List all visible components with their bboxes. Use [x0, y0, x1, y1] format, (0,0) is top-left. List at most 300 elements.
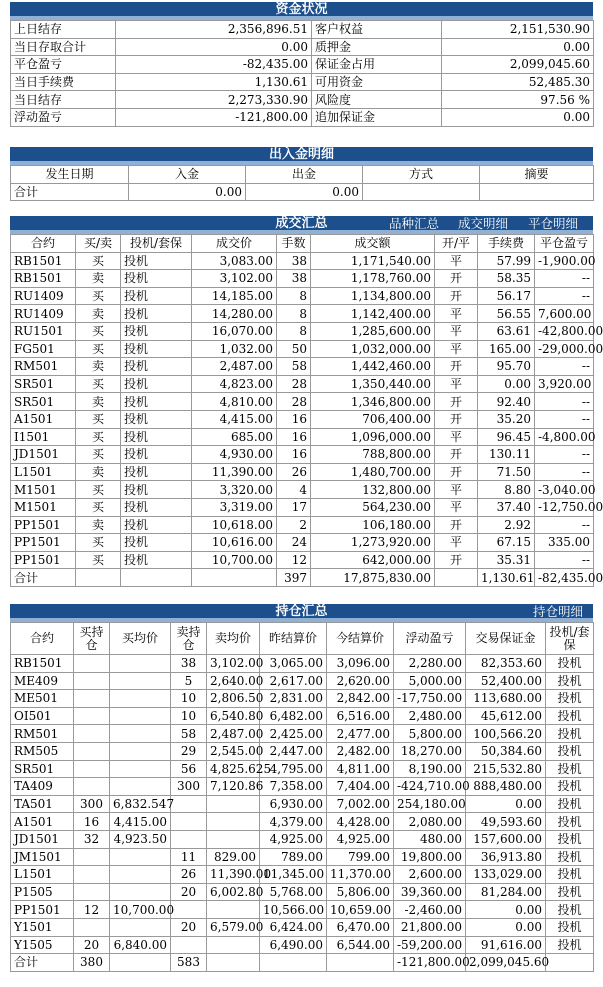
- table-row: [11, 516, 594, 534]
- table-cell: 4,825.625: [207, 760, 260, 778]
- fund-label: 当日手续费: [11, 73, 116, 91]
- table-cell: 335.00: [535, 534, 594, 552]
- table-cell: 10,566.00: [260, 901, 327, 919]
- column-header: 投机/套保: [121, 235, 192, 253]
- table-cell: 开: [435, 287, 478, 305]
- fund-value: 2,151,530.90: [442, 21, 594, 39]
- io-header-row: [11, 166, 594, 184]
- fund-label: 质押金: [312, 38, 442, 56]
- table-row: [11, 446, 594, 464]
- total-cell: 2,099,045.60: [466, 954, 546, 972]
- table-cell: 7,120.86: [207, 778, 260, 796]
- fund-value: 0.00: [442, 108, 594, 126]
- table-cell: 50,384.60: [466, 742, 546, 760]
- column-header: 投机/套保: [546, 623, 594, 655]
- table-cell: 106,180.00: [311, 516, 435, 534]
- table-cell: 3,083.00: [192, 252, 277, 270]
- table-cell: 32: [74, 830, 110, 848]
- table-cell: 投机: [121, 410, 192, 428]
- table-cell: 开: [435, 463, 478, 481]
- table-cell: 投机: [121, 393, 192, 411]
- column-header: 手数: [277, 235, 311, 253]
- table-cell: 开: [435, 393, 478, 411]
- table-cell: 投机: [546, 725, 594, 743]
- table-cell: 投机: [546, 901, 594, 919]
- table-cell: 5,800.00: [394, 725, 466, 743]
- table-cell: 投机: [546, 707, 594, 725]
- fund-status-section: [10, 2, 593, 127]
- fund-value: 2,273,330.90: [116, 91, 312, 109]
- table-cell: [110, 848, 171, 866]
- table-cell: 19,800.00: [394, 848, 466, 866]
- table-cell: RM501: [11, 358, 76, 376]
- table-cell: 买: [76, 534, 121, 552]
- table-cell: 0.00: [466, 918, 546, 936]
- column-header: 卖均价: [207, 623, 260, 655]
- table-cell: [171, 795, 207, 813]
- table-cell: 16: [277, 446, 311, 464]
- table-cell: 2,545.00: [207, 742, 260, 760]
- table-cell: 2,842.00: [327, 690, 394, 708]
- table-cell: 29: [171, 742, 207, 760]
- table-cell: 6,470.00: [327, 918, 394, 936]
- table-cell: 6,490.00: [260, 936, 327, 954]
- table-cell: Y1501: [11, 918, 74, 936]
- table-cell: SR501: [11, 375, 76, 393]
- table-cell: L1501: [11, 463, 76, 481]
- table-cell: 6,482.00: [260, 707, 327, 725]
- table-cell: JD1501: [11, 830, 74, 848]
- table-cell: 1,350,440.00: [311, 375, 435, 393]
- table-cell: [207, 830, 260, 848]
- table-cell: 788,800.00: [311, 446, 435, 464]
- table-cell: 56.55: [478, 305, 535, 323]
- table-cell: 投机: [546, 866, 594, 884]
- fund-value: 0.00: [442, 38, 594, 56]
- table-cell: 平: [435, 428, 478, 446]
- table-cell: 829.00: [207, 848, 260, 866]
- table-cell: 8: [277, 322, 311, 340]
- table-cell: 63.61: [478, 322, 535, 340]
- table-cell: 564,230.00: [311, 498, 435, 516]
- table-cell: [207, 936, 260, 954]
- fund-label: 上日结存: [11, 21, 116, 39]
- total-cell: 1,130.61: [478, 569, 535, 587]
- table-cell: 4,811.00: [327, 760, 394, 778]
- table-cell: 3,319.00: [192, 498, 277, 516]
- io-total-cell: [480, 183, 594, 201]
- fund-label: 保证金占用: [312, 56, 442, 74]
- table-cell: 11,370.00: [327, 866, 394, 884]
- total-cell: [121, 569, 192, 587]
- table-cell: 71.50: [478, 463, 535, 481]
- fund-label: 追加保证金: [312, 108, 442, 126]
- table-cell: 4,925.00: [260, 830, 327, 848]
- table-cell: 157,600.00: [466, 830, 546, 848]
- table-cell: 0.00: [466, 901, 546, 919]
- table-cell: 21,800.00: [394, 918, 466, 936]
- table-cell: 买: [76, 340, 121, 358]
- table-cell: 买: [76, 498, 121, 516]
- fund-row: [11, 108, 594, 126]
- table-cell: 96.45: [478, 428, 535, 446]
- table-cell: -12,750.00: [535, 498, 594, 516]
- table-cell: PP1501: [11, 516, 76, 534]
- table-cell: RB1501: [11, 655, 74, 673]
- total-cell: 合计: [11, 569, 76, 587]
- table-cell: -2,460.00: [394, 901, 466, 919]
- table-cell: 投机: [121, 270, 192, 288]
- table-cell: 7,358.00: [260, 778, 327, 796]
- table-cell: [74, 655, 110, 673]
- table-cell: 6,002.80: [207, 883, 260, 901]
- io-total-cell: [363, 183, 480, 201]
- table-cell: [171, 830, 207, 848]
- table-cell: 投机: [121, 428, 192, 446]
- table-cell: 67.15: [478, 534, 535, 552]
- trade-table: [10, 234, 603, 587]
- table-cell: 卖: [76, 305, 121, 323]
- table-cell: TA501: [11, 795, 74, 813]
- io-total-cell: 合计: [11, 183, 129, 201]
- table-cell: 开: [435, 358, 478, 376]
- table-cell: 平: [435, 481, 478, 499]
- table-cell: [110, 866, 171, 884]
- table-cell: --: [535, 410, 594, 428]
- table-cell: 投机: [546, 655, 594, 673]
- column-header: 合约: [11, 623, 74, 655]
- table-cell: 投机: [121, 287, 192, 305]
- table-cell: 4,823.00: [192, 375, 277, 393]
- table-row: [11, 901, 594, 919]
- table-cell: 投机: [546, 795, 594, 813]
- table-cell: 2,480.00: [394, 707, 466, 725]
- table-cell: 投机: [121, 252, 192, 270]
- table-cell: 4: [277, 481, 311, 499]
- table-cell: 10,700.00: [192, 551, 277, 569]
- table-cell: 2.92: [478, 516, 535, 534]
- table-cell: 投机: [546, 918, 594, 936]
- fund-label: 客户权益: [312, 21, 442, 39]
- fund-value: 2,356,896.51: [116, 21, 312, 39]
- table-cell: 平: [435, 305, 478, 323]
- fund-row: [11, 56, 594, 74]
- position-header-row: [11, 623, 594, 655]
- table-cell: 买: [76, 410, 121, 428]
- table-cell: 1,442,460.00: [311, 358, 435, 376]
- table-cell: --: [535, 393, 594, 411]
- table-cell: 2,640.00: [207, 672, 260, 690]
- table-cell: 58: [171, 725, 207, 743]
- table-cell: 6,544.00: [327, 936, 394, 954]
- column-header: 交易保证金: [466, 623, 546, 655]
- fund-row: [11, 73, 594, 91]
- table-cell: 5,806.00: [327, 883, 394, 901]
- column-header: 发生日期: [11, 166, 129, 184]
- table-cell: RB1501: [11, 252, 76, 270]
- fund-label: 风险度: [312, 91, 442, 109]
- table-cell: 300: [171, 778, 207, 796]
- table-cell: 买: [76, 481, 121, 499]
- table-cell: 卖: [76, 270, 121, 288]
- total-cell: [546, 954, 594, 972]
- table-cell: PP1501: [11, 551, 76, 569]
- fund-value: 1,130.61: [116, 73, 312, 91]
- table-cell: 6,832.547: [110, 795, 171, 813]
- table-cell: 133,029.00: [466, 866, 546, 884]
- table-cell: 39,360.00: [394, 883, 466, 901]
- table-cell: 4,810.00: [192, 393, 277, 411]
- table-cell: 投机: [121, 481, 192, 499]
- table-cell: 10,618.00: [192, 516, 277, 534]
- table-cell: [74, 742, 110, 760]
- table-cell: --: [535, 551, 594, 569]
- total-cell: 合计: [11, 954, 74, 972]
- table-row: [11, 358, 594, 376]
- fund-label: 当日结存: [11, 91, 116, 109]
- fund-value: -121,800.00: [116, 108, 312, 126]
- io-section: [10, 147, 593, 201]
- column-header: 买均价: [110, 623, 171, 655]
- table-cell: 4,923.50: [110, 830, 171, 848]
- column-header: 手续费: [478, 235, 535, 253]
- table-cell: 2,600.00: [394, 866, 466, 884]
- total-cell: [207, 954, 260, 972]
- table-cell: 4,415.00: [192, 410, 277, 428]
- table-cell: 2,482.00: [327, 742, 394, 760]
- table-cell: RM501: [11, 725, 74, 743]
- table-cell: 投机: [121, 516, 192, 534]
- table-row: [11, 760, 594, 778]
- table-cell: [171, 901, 207, 919]
- table-row: [11, 778, 594, 796]
- table-cell: 6,840.00: [110, 936, 171, 954]
- table-cell: 平: [435, 252, 478, 270]
- column-header: 成交价: [192, 235, 277, 253]
- column-header: 卖持仓: [171, 623, 207, 655]
- column-header: 合约: [11, 235, 76, 253]
- table-cell: 4,415.00: [110, 813, 171, 831]
- table-cell: 36,913.80: [466, 848, 546, 866]
- table-row: [11, 830, 594, 848]
- table-cell: 56: [171, 760, 207, 778]
- position-header: [10, 604, 593, 622]
- table-row: [11, 936, 594, 954]
- table-cell: 0.00: [466, 795, 546, 813]
- table-cell: 投机: [546, 778, 594, 796]
- table-cell: [74, 848, 110, 866]
- table-cell: RM505: [11, 742, 74, 760]
- table-cell: [74, 672, 110, 690]
- table-cell: 28: [277, 393, 311, 411]
- table-cell: 投机: [546, 830, 594, 848]
- link-variety-summary[interactable]: 品种汇总: [389, 216, 440, 231]
- table-cell: 投机: [121, 534, 192, 552]
- link-position-detail[interactable]: 持仓明细: [533, 604, 584, 619]
- table-cell: 4,930.00: [192, 446, 277, 464]
- table-cell: 1,273,920.00: [311, 534, 435, 552]
- table-cell: 开: [435, 270, 478, 288]
- table-row: [11, 287, 594, 305]
- table-cell: [110, 778, 171, 796]
- table-cell: [110, 672, 171, 690]
- total-cell: [260, 954, 327, 972]
- table-cell: 52,400.00: [466, 672, 546, 690]
- table-row: [11, 481, 594, 499]
- fund-label: 可用资金: [312, 73, 442, 91]
- table-cell: 买: [76, 375, 121, 393]
- table-cell: 11,345.00: [260, 866, 327, 884]
- table-cell: 14,280.00: [192, 305, 277, 323]
- table-cell: 113,680.00: [466, 690, 546, 708]
- table-cell: 6,424.00: [260, 918, 327, 936]
- fund-row: [11, 21, 594, 39]
- table-cell: 开: [435, 551, 478, 569]
- table-cell: 2,806.50: [207, 690, 260, 708]
- table-cell: 56.17: [478, 287, 535, 305]
- table-cell: 4,925.00: [327, 830, 394, 848]
- table-cell: 4,379.00: [260, 813, 327, 831]
- table-cell: 300: [74, 795, 110, 813]
- table-cell: 14,185.00: [192, 287, 277, 305]
- io-title: 出入金明细: [268, 147, 334, 162]
- table-cell: RU1501: [11, 322, 76, 340]
- table-cell: 132,800.00: [311, 481, 435, 499]
- column-header: 买/卖: [76, 235, 121, 253]
- table-row: [11, 375, 594, 393]
- column-header: 浮动盈亏: [394, 623, 466, 655]
- table-cell: [110, 655, 171, 673]
- column-header: 昨结算价: [260, 623, 327, 655]
- table-cell: 26: [171, 866, 207, 884]
- table-cell: Y1505: [11, 936, 74, 954]
- table-cell: [171, 936, 207, 954]
- table-cell: 8,190.00: [394, 760, 466, 778]
- table-cell: 买: [76, 551, 121, 569]
- table-cell: 平: [435, 375, 478, 393]
- trade-section: [10, 216, 603, 587]
- table-cell: 卖: [76, 463, 121, 481]
- table-row: [11, 252, 594, 270]
- column-header: 平仓盈亏: [535, 235, 594, 253]
- link-trade-detail[interactable]: 成交明细: [458, 216, 509, 231]
- table-cell: 1,096,000.00: [311, 428, 435, 446]
- table-cell: 1,178,760.00: [311, 270, 435, 288]
- table-cell: 7,404.00: [327, 778, 394, 796]
- fund-value: 2,099,045.60: [442, 56, 594, 74]
- table-cell: 1,285,600.00: [311, 322, 435, 340]
- table-row: [11, 428, 594, 446]
- fund-value: 52,485.30: [442, 73, 594, 91]
- io-total-row: [11, 183, 594, 201]
- table-cell: 投机: [121, 358, 192, 376]
- table-row: [11, 883, 594, 901]
- table-row: [11, 866, 594, 884]
- table-cell: 11,390.00: [192, 463, 277, 481]
- table-cell: -29,000.00: [535, 340, 594, 358]
- table-cell: 2,620.00: [327, 672, 394, 690]
- table-cell: 165.00: [478, 340, 535, 358]
- total-cell: 397: [277, 569, 311, 587]
- fund-label: 平仓盈亏: [11, 56, 116, 74]
- table-cell: 投机: [121, 305, 192, 323]
- link-close-detail[interactable]: 平仓明细: [528, 216, 579, 231]
- total-cell: [435, 569, 478, 587]
- table-cell: 平: [435, 498, 478, 516]
- table-cell: 11,390.00: [207, 866, 260, 884]
- fund-status-table: [10, 20, 594, 127]
- table-cell: [207, 813, 260, 831]
- table-cell: 1,032,000.00: [311, 340, 435, 358]
- table-cell: 706,400.00: [311, 410, 435, 428]
- table-cell: 投机: [546, 672, 594, 690]
- table-cell: ME501: [11, 690, 74, 708]
- table-row: [11, 742, 594, 760]
- table-cell: 12: [74, 901, 110, 919]
- column-header: 出金: [246, 166, 363, 184]
- table-cell: RU1409: [11, 305, 76, 323]
- table-cell: [110, 760, 171, 778]
- fund-row: [11, 91, 594, 109]
- table-cell: 2,831.00: [260, 690, 327, 708]
- table-cell: 24: [277, 534, 311, 552]
- table-cell: JM1501: [11, 848, 74, 866]
- table-cell: [74, 918, 110, 936]
- table-cell: 投机: [546, 760, 594, 778]
- table-cell: 2: [277, 516, 311, 534]
- fund-status-header: [10, 2, 593, 20]
- table-row: [11, 725, 594, 743]
- table-cell: 1,134,800.00: [311, 287, 435, 305]
- table-cell: 开: [435, 410, 478, 428]
- table-cell: --: [535, 463, 594, 481]
- table-cell: -59,200.00: [394, 936, 466, 954]
- trade-title: 成交汇总: [275, 216, 328, 231]
- table-cell: 7,002.00: [327, 795, 394, 813]
- table-cell: [74, 866, 110, 884]
- table-cell: [207, 901, 260, 919]
- table-cell: 91,616.00: [466, 936, 546, 954]
- table-row: [11, 410, 594, 428]
- trade-header: [10, 216, 593, 234]
- table-cell: 5: [171, 672, 207, 690]
- table-cell: 卖: [76, 393, 121, 411]
- table-cell: [110, 883, 171, 901]
- table-cell: 16: [277, 410, 311, 428]
- table-cell: 5,000.00: [394, 672, 466, 690]
- table-cell: 92.40: [478, 393, 535, 411]
- trade-header-row: [11, 235, 594, 253]
- table-cell: 开: [435, 516, 478, 534]
- table-cell: 95.70: [478, 358, 535, 376]
- table-cell: -17,750.00: [394, 690, 466, 708]
- table-cell: M1501: [11, 498, 76, 516]
- table-row: [11, 305, 594, 323]
- table-cell: 20: [74, 936, 110, 954]
- table-cell: 投机: [121, 498, 192, 516]
- table-row: [11, 322, 594, 340]
- position-total-row: [11, 954, 594, 972]
- table-cell: --: [535, 287, 594, 305]
- table-cell: 799.00: [327, 848, 394, 866]
- table-cell: --: [535, 358, 594, 376]
- table-cell: 6,930.00: [260, 795, 327, 813]
- table-cell: [171, 813, 207, 831]
- table-cell: [74, 760, 110, 778]
- fund-status-title: 资金状况: [275, 2, 328, 17]
- column-header: 开/平: [435, 235, 478, 253]
- table-cell: FG501: [11, 340, 76, 358]
